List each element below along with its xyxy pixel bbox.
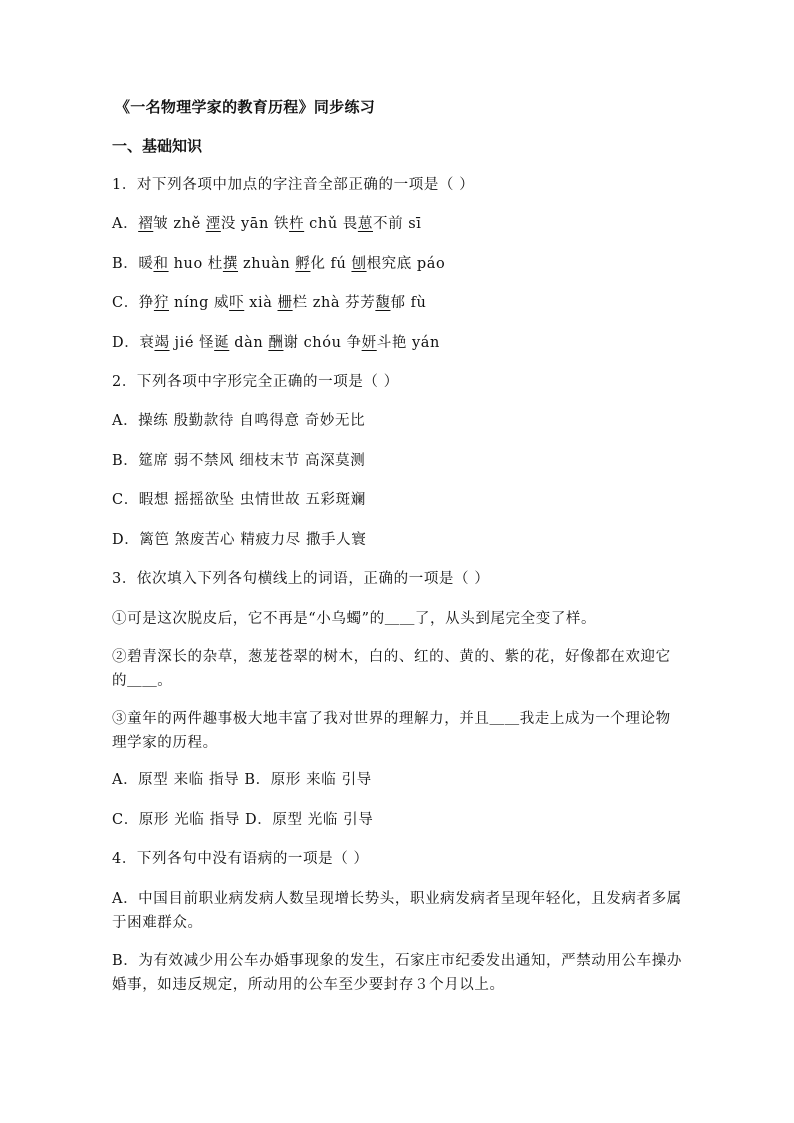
dotted-character: 刨	[351, 255, 367, 272]
option-word: 杜撰	[207, 255, 239, 272]
question-1-option-c	[112, 292, 684, 314]
question-4-option-b: B．为有效减少用公车办婚事现象的发生，石家庄市纪委发出通知，严禁动用公车操办婚事，如违反规定，所动用的公车至少要封存３个月以上。	[112, 953, 682, 994]
question-3-options-ab: A．原型 来临 指导 B．原形 来临 引导	[112, 772, 372, 789]
option-word: 栅栏	[277, 295, 308, 312]
option-pinyin: xià	[249, 295, 273, 312]
question-3-sentence-2: ②碧青深长的杂草，葱茏苍翠的树木，白的、红的、黄的、紫的花，好像都在欢迎它的＿＿。	[112, 649, 671, 690]
dotted-character: 褶	[138, 216, 154, 233]
question-2-option-b: B．筵席 弱不禁风 细枝末节 高深莫测	[112, 452, 366, 469]
option-pinyin: zhuàn	[243, 255, 291, 272]
question-1-option-a	[112, 213, 684, 235]
option-word: 酬谢	[268, 334, 299, 351]
option-word: 芬芳馥郁	[345, 295, 406, 312]
option-letter: D．	[112, 334, 140, 351]
option-word: 衰竭	[139, 334, 170, 351]
option-pinyin: chóu	[303, 334, 342, 351]
question-1-stem: 1．对下列各项中加点的字注音全部正确的一项是（ ）	[112, 177, 475, 193]
option-letter: A．	[112, 216, 139, 233]
option-letter: B．	[112, 255, 139, 272]
question-2-option-c: C．暇想 摇摇欲坠 虫情世故 五彩斑斓	[112, 492, 366, 509]
dotted-character: 诞	[214, 334, 230, 351]
option-word: 暖和	[138, 255, 169, 272]
option-pinyin: fú	[330, 255, 347, 272]
dotted-character: 湮	[205, 216, 221, 233]
dotted-character: 杵	[289, 216, 305, 233]
dotted-character: 葸	[357, 216, 373, 233]
option-pinyin: dàn	[234, 334, 264, 351]
question-3-options-cd: C．原形 光临 指导 D．原型 光临 引导	[112, 811, 374, 828]
dotted-character: 妍	[361, 334, 377, 351]
section-heading-basic-knowledge: 一、基础知识	[112, 137, 203, 155]
option-word: 争妍斗艳	[346, 334, 407, 351]
option-pinyin: níng	[174, 295, 210, 312]
dotted-character: 吓	[229, 295, 245, 312]
option-word: 湮没	[205, 216, 236, 233]
option-word: 怪诞	[199, 334, 230, 351]
option-pinyin: chǔ	[309, 216, 338, 233]
question-3-sentence-3: ③童年的两件趣事极大地丰富了我对世界的理解力，并且＿＿我走上成为一个理论物理学家的历程。	[112, 711, 671, 752]
option-pinyin: yān	[240, 216, 269, 233]
option-word: 铁杵	[273, 216, 305, 233]
option-word: 威吓	[214, 295, 245, 312]
option-word: 畏葸不前	[342, 216, 404, 233]
option-word: 褶皱	[138, 216, 169, 233]
dotted-character: 馥	[375, 295, 391, 312]
question-4-option-a: A．中国目前职业病发病人数呈现增长势头，职业病发病者呈现年轻化，且发病者多属于困难群众。	[112, 891, 682, 932]
dotted-character: 孵	[295, 255, 311, 272]
document-title: 《一名物理学家的教育历程》同步练习	[115, 98, 376, 116]
question-4-stem: 4．下列各句中没有语病的一项是（ ）	[112, 851, 369, 868]
question-2-stem: 2．下列各项中字形完全正确的一项是（ ）	[112, 373, 399, 390]
dotted-character: 酬	[268, 334, 284, 351]
option-word: 刨根究底	[351, 255, 412, 272]
option-pinyin: fù	[410, 295, 427, 312]
option-pinyin: sī	[408, 216, 422, 233]
worksheet-page	[112, 96, 684, 1011]
question-2-option-d: D．篱笆 煞废苦心 精疲力尽 撒手人寰	[112, 531, 367, 548]
dotted-character: 狞	[153, 295, 170, 312]
option-pinyin: páo	[416, 255, 446, 272]
option-pinyin: jié	[174, 334, 195, 351]
question-3-sentence-1: ①可是这次脱皮后，它不再是“小乌蠋”的＿＿了，从头到尾完全变了样。	[112, 611, 597, 628]
option-pinyin: huo	[173, 255, 203, 272]
question-2-option-a: A．操练 殷勤款待 自鸣得意 奇妙无比	[112, 413, 366, 430]
option-pinyin: zhà	[312, 295, 341, 312]
dotted-character: 撰	[222, 255, 239, 272]
dotted-character: 栅	[277, 295, 293, 312]
dotted-character: 竭	[154, 334, 170, 351]
option-pinyin: yán	[411, 334, 440, 351]
option-word: 狰狞	[138, 295, 170, 312]
question-1-option-b	[112, 253, 684, 275]
option-letter: C．	[112, 295, 139, 312]
question-1-option-d	[112, 332, 684, 354]
dotted-character: 和	[153, 255, 169, 272]
question-3-stem: 3．依次填入下列各句横线上的词语，正确的一项是（ ）	[112, 570, 490, 587]
option-pinyin: zhě	[173, 216, 201, 233]
option-word: 孵化	[295, 255, 326, 272]
